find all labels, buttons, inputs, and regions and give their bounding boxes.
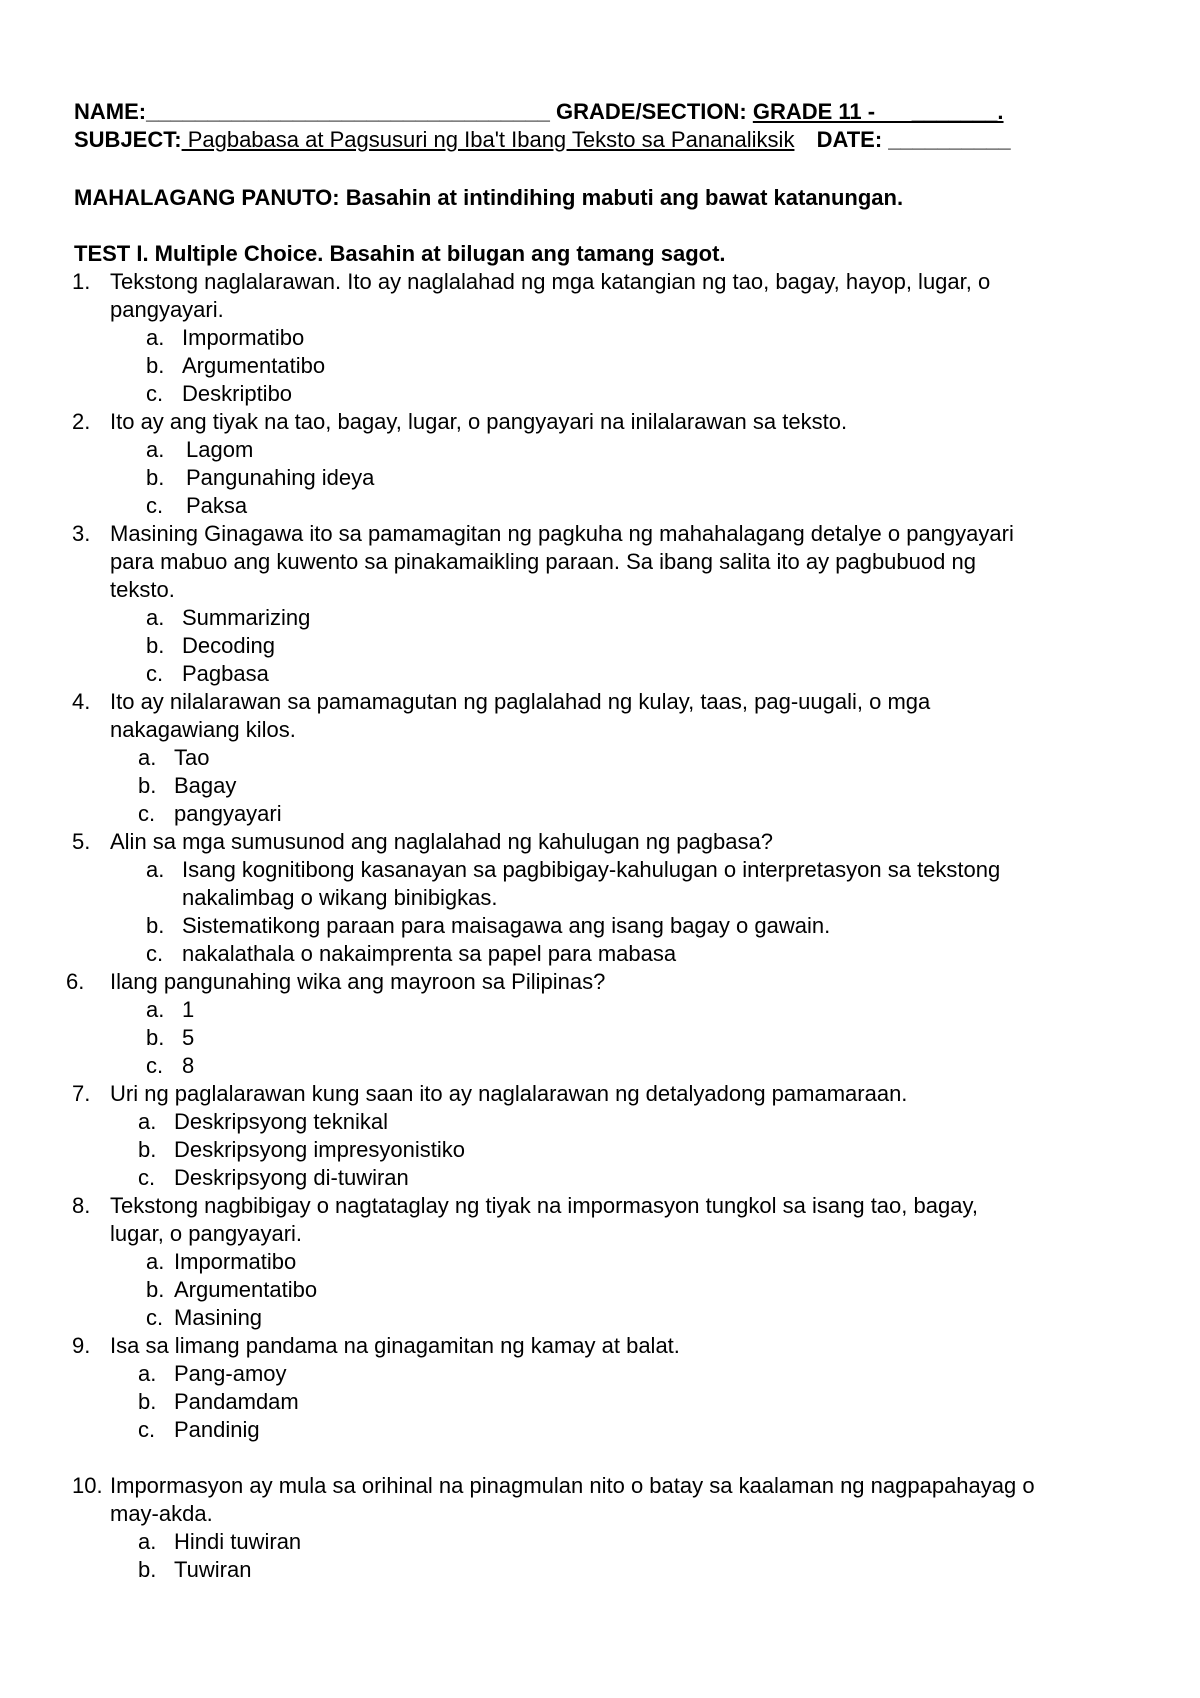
choice-letter: c.: [146, 1053, 164, 1078]
choice-letter: b.: [146, 1277, 165, 1302]
question-number: 9.: [72, 1333, 91, 1358]
subject-value: Pagbabasa at Pagsusuri ng Iba't Ibang Teksto sa Pananaliksik: [181, 127, 795, 152]
choice-letter: c.: [138, 1417, 156, 1442]
question-text: Ito ay nilalarawan sa pamamagutan ng paglalahad ng kulay, taas, pag-uugali, o mga: [110, 689, 931, 714]
choice-text: Summarizing: [182, 605, 311, 630]
choice-letter: a.: [138, 1361, 157, 1386]
question-text: Ilang pangunahing wika ang mayroon sa Pilipinas?: [110, 969, 606, 994]
subject-row: [74, 126, 1011, 154]
choice-letter: a.: [146, 1249, 165, 1274]
choice-text: Deskriptibo: [182, 381, 293, 406]
question-number: 2.: [72, 409, 91, 434]
choice-letter: a.: [146, 605, 165, 630]
choice-letter: a.: [138, 745, 157, 770]
name-row: [74, 98, 1004, 126]
choice-letter: b.: [146, 1025, 165, 1050]
choice-text: Sistematikong paraan para maisagawa ang isang bagay o gawain.: [182, 913, 831, 938]
choice-text: Tuwiran: [174, 1557, 252, 1582]
choice-letter: b.: [138, 1137, 157, 1162]
choice-text: pangyayari: [174, 801, 282, 826]
choice-letter: a.: [146, 857, 165, 882]
choice-letter: c.: [146, 661, 164, 686]
question-number: 8.: [72, 1193, 91, 1218]
choice-text: Pandamdam: [174, 1389, 299, 1414]
choice-letter: a.: [146, 437, 165, 462]
choice-text: Hindi tuwiran: [174, 1529, 302, 1554]
choice-text: Pandinig: [174, 1417, 260, 1442]
question-text: Ito ay ang tiyak na tao, bagay, lugar, o pangyayari na inilalarawan sa teksto.: [110, 409, 848, 434]
choice-text: Deskripsyong di-tuwiran: [174, 1165, 409, 1190]
question-text: Uri ng paglalarawan kung saan ito ay naglalarawan ng detalyadong pamamaraan.: [110, 1081, 908, 1106]
question-text: para mabuo ang kuwento sa pinakamaikling paraan. Sa ibang salita ito ay pagbubuod ng: [110, 549, 976, 574]
choice-text: Tao: [174, 745, 210, 770]
choice-letter: c.: [146, 381, 164, 406]
choice-text: Pang-amoy: [174, 1361, 287, 1386]
choice-letter: b.: [146, 353, 165, 378]
choice-text: 8: [182, 1053, 195, 1078]
date-blank: __________: [888, 127, 1011, 152]
grade-section-value: GRADE 11 - _______.: [752, 99, 1004, 124]
question-text: may-akda.: [110, 1501, 213, 1526]
question-text: Alin sa mga sumusunod ang naglalahad ng kahulugan ng pagbasa?: [110, 829, 773, 854]
name-blank: _________________________________: [146, 99, 550, 124]
choice-text: Deskripsyong impresyonistiko: [174, 1137, 465, 1162]
question-text: Masining Ginagawa ito sa pamamagitan ng pagkuha ng mahahalagang detalye o pangyayari: [110, 521, 1014, 546]
choice-text: Pangunahing ideya: [186, 465, 375, 490]
choice-text: Deskripsyong teknikal: [174, 1109, 388, 1134]
choice-letter: c.: [146, 493, 164, 518]
choice-text: Paksa: [186, 493, 248, 518]
question-text: nakagawiang kilos.: [110, 717, 296, 742]
question-text: Isa sa limang pandama na ginagamitan ng kamay at balat.: [110, 1333, 680, 1358]
choice-text: nakalimbag o wikang binibigkas.: [182, 885, 498, 910]
choice-letter: a.: [138, 1109, 157, 1134]
choice-text: Impormatibo: [182, 325, 305, 350]
choice-letter: b.: [146, 633, 165, 658]
choice-text: Pagbasa: [182, 661, 269, 686]
choice-letter: c.: [138, 801, 156, 826]
name-label: NAME:: [74, 99, 147, 124]
question-number: 1.: [72, 269, 91, 294]
choice-text: Isang kognitibong kasanayan sa pagbibigay-kahulugan o interpretasyon sa tekstong: [182, 857, 1001, 882]
question-number: 7.: [72, 1081, 91, 1106]
choice-letter: b.: [146, 913, 165, 938]
choice-letter: c.: [138, 1165, 156, 1190]
choice-letter: b.: [138, 773, 157, 798]
choice-letter: a.: [146, 997, 165, 1022]
choice-text: Bagay: [174, 773, 237, 798]
test-title: TEST I. Multiple Choice. Basahin at bilugan ang tamang sagot.: [74, 241, 726, 266]
choice-text: Decoding: [182, 633, 275, 658]
question-text: lugar, o pangyayari.: [110, 1221, 303, 1246]
choice-text: Lagom: [186, 437, 254, 462]
important-instructions: MAHALAGANG PANUTO: Basahin at intindihing mabuti ang bawat katanungan.: [74, 185, 904, 210]
question-text: teksto.: [110, 577, 175, 602]
grade-section-label: GRADE/SECTION:: [556, 99, 747, 124]
question-text: Impormasyon ay mula sa orihinal na pinagmulan nito o batay sa kaalaman ng nagpapahayag o: [110, 1473, 1035, 1498]
subject-label: SUBJECT:: [74, 127, 182, 152]
choice-letter: b.: [146, 465, 165, 490]
question-text: Tekstong naglalarawan. Ito ay naglalahad ng mga katangian ng tao, bagay, hayop, lugar, o: [110, 269, 991, 294]
question-text: Tekstong nagbibigay o nagtataglay ng tiyak na impormasyon tungkol sa isang tao, bagay,: [110, 1193, 978, 1218]
choice-letter: b.: [138, 1389, 157, 1414]
question-text: pangyayari.: [110, 297, 224, 322]
question-number: 4.: [72, 689, 91, 714]
choice-text: Impormatibo: [174, 1249, 297, 1274]
choice-letter: c.: [146, 1305, 164, 1330]
date-label: DATE:: [816, 127, 883, 152]
question-number: 5.: [72, 829, 91, 854]
choice-text: Masining: [174, 1305, 263, 1330]
question-number: 6.: [66, 969, 85, 994]
question-number: 10.: [72, 1473, 103, 1498]
choice-text: 1: [182, 997, 195, 1022]
choice-letter: a.: [146, 325, 165, 350]
choice-text: Argumentatibo: [174, 1277, 318, 1302]
choice-text: nakalathala o nakaimprenta sa papel para mabasa: [182, 941, 677, 966]
choice-letter: a.: [138, 1529, 157, 1554]
choice-text: 5: [182, 1025, 195, 1050]
question-number: 3.: [72, 521, 91, 546]
choice-text: Argumentatibo: [182, 353, 326, 378]
choice-letter: b.: [138, 1557, 157, 1582]
choice-letter: c.: [146, 941, 164, 966]
